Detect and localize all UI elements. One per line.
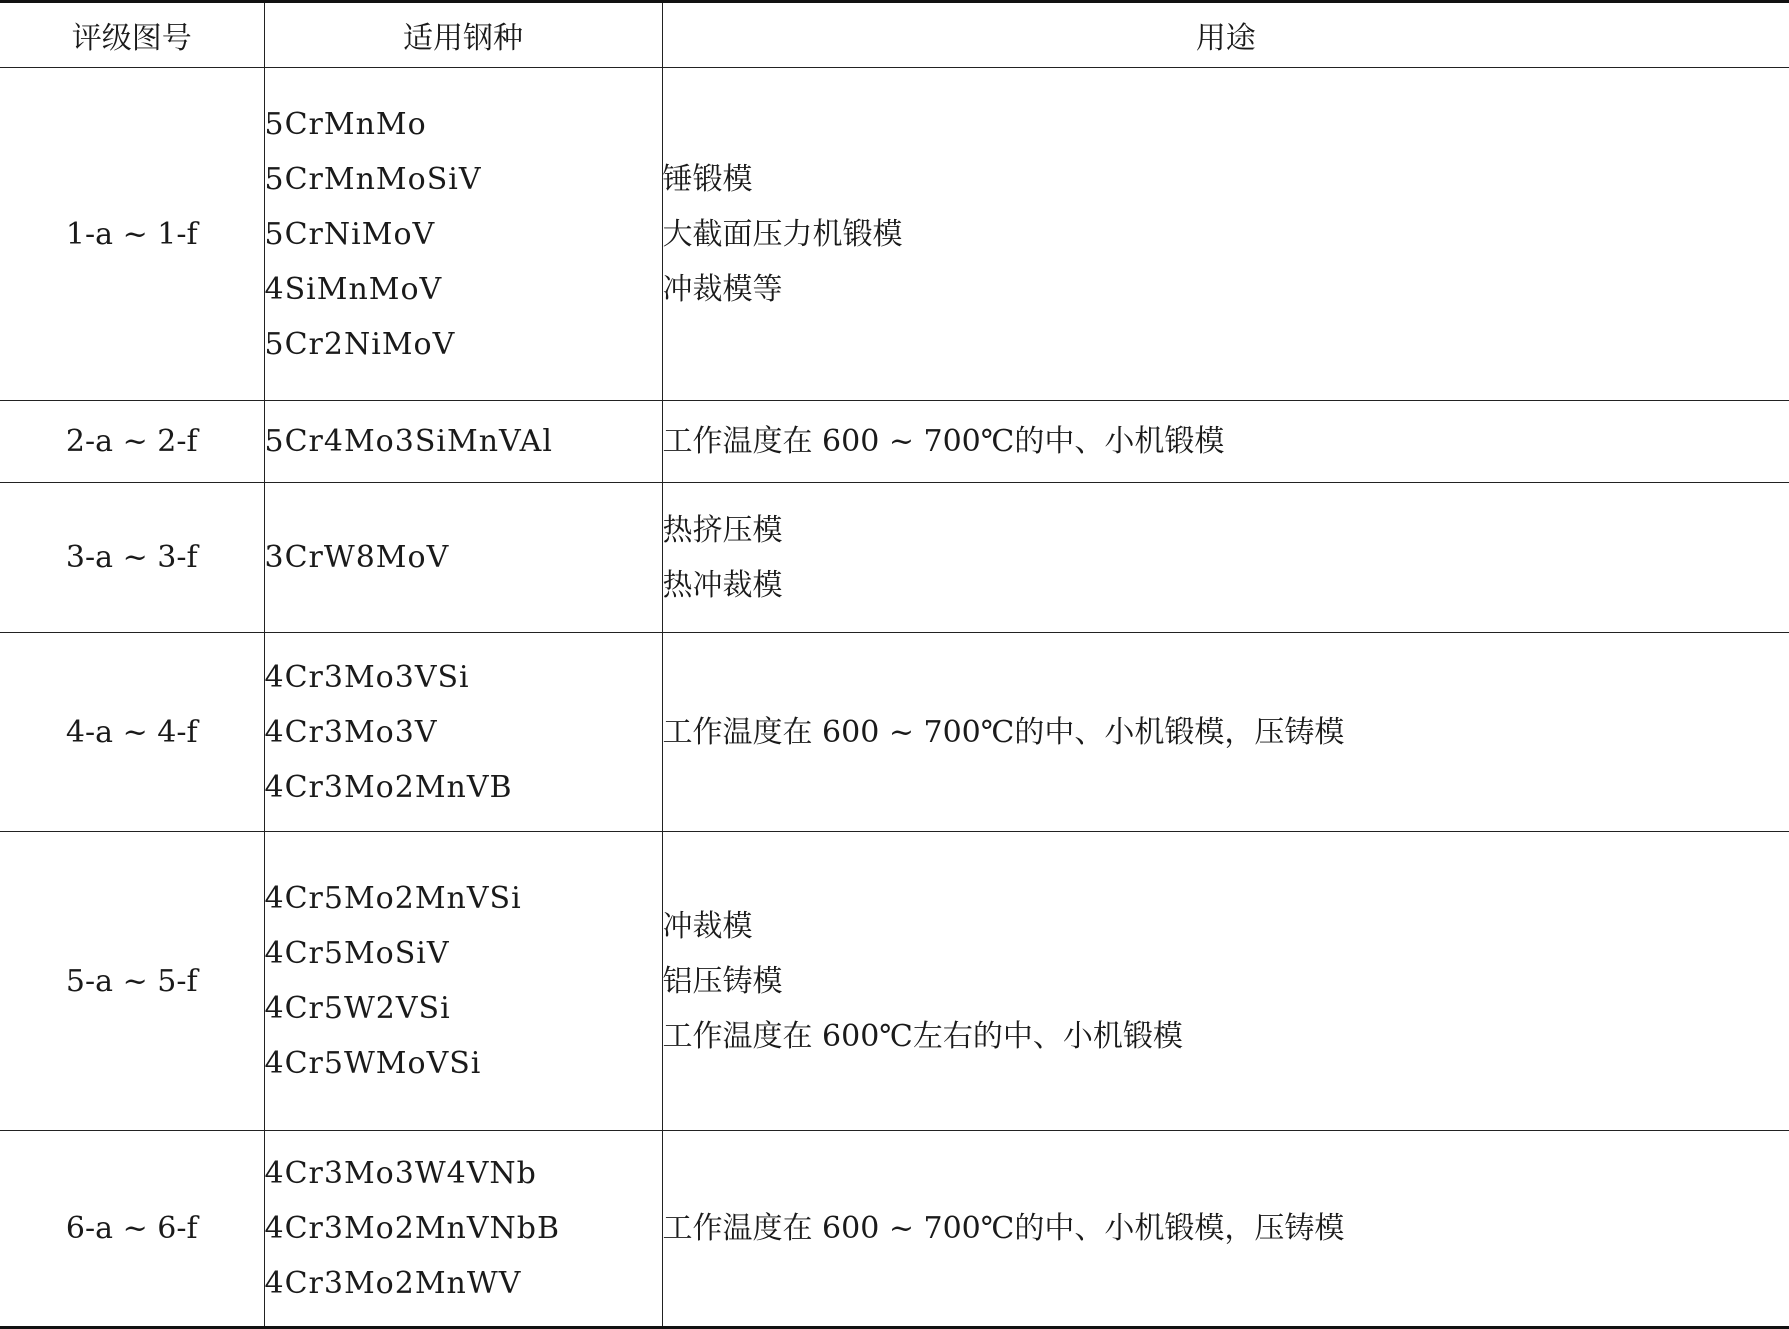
- table-row: [0, 483, 1789, 633]
- use-cell: [662, 832, 1789, 1131]
- table-header-row: [0, 2, 1789, 68]
- use-text: 工作温度在 600℃左右的中、小机锻模: [662, 1018, 1183, 1054]
- grade-cell: 1-a ~ 1-f: [0, 68, 264, 401]
- use-text: 冲裁模等: [662, 271, 783, 307]
- grade-cell: 2-a ~ 2-f: [0, 401, 264, 483]
- steel-name: 4Cr5W2VSi: [264, 991, 451, 1026]
- header-application: 用途: [662, 2, 1789, 68]
- use-text: 大截面压力机锻模: [662, 216, 903, 252]
- grade-cell: 3-a ~ 3-f: [0, 483, 264, 633]
- steel-name: 4Cr5WMoVSi: [264, 1046, 482, 1081]
- use-cell: [662, 1131, 1789, 1328]
- steel-cell: [264, 1131, 662, 1328]
- steel-name: 5Cr4Mo3SiMnVAl: [264, 424, 553, 459]
- header-grade-chart: 评级图号: [0, 2, 264, 68]
- use-cell: [662, 483, 1789, 633]
- steel-name: 5Cr2NiMoV: [264, 326, 456, 362]
- grade-cell: 6-a ~ 6-f: [0, 1131, 264, 1328]
- use-cell: [662, 633, 1789, 832]
- steel-name: 4Cr3Mo2MnVB: [264, 769, 513, 805]
- use-text: 热挤压模: [662, 512, 783, 548]
- use-text: 工作温度在 600 ~ 700℃的中、小机锻模: [662, 424, 1225, 459]
- steel-name: 4Cr3Mo3V: [264, 714, 438, 750]
- steel-name: 4Cr3Mo2MnWV: [264, 1266, 522, 1301]
- steel-name: 5CrNiMoV: [264, 216, 436, 252]
- use-text: 工作温度在 600 ~ 700℃的中、小机锻模，压铸模: [662, 1211, 1345, 1246]
- steel-name: 5CrMnMo: [264, 106, 427, 142]
- header-steel-grade: 适用钢种: [264, 2, 662, 68]
- steel-name: 4SiMnMoV: [264, 271, 443, 307]
- steel-name: 4Cr3Mo3VSi: [264, 659, 470, 695]
- table-row: [0, 68, 1789, 401]
- table-row: [0, 1131, 1789, 1328]
- steel-name: 4Cr3Mo2MnVNbB: [264, 1211, 561, 1246]
- steel-name: 4Cr5Mo2MnVSi: [264, 881, 522, 916]
- steel-cell: [264, 401, 662, 483]
- use-text: 锤锻模: [662, 161, 753, 197]
- use-cell: [662, 68, 1789, 401]
- steel-name: 3CrW8MoV: [264, 540, 450, 575]
- steel-cell: [264, 68, 662, 401]
- grade-cell: 4-a ~ 4-f: [0, 633, 264, 832]
- use-text: 铝压铸模: [662, 963, 783, 999]
- use-cell: [662, 401, 1789, 483]
- steel-name: 4Cr5MoSiV: [264, 936, 450, 971]
- use-text: 工作温度在 600 ~ 700℃的中、小机锻模，压铸模: [662, 714, 1345, 750]
- steel-cell: [264, 832, 662, 1131]
- use-text: 热冲裁模: [662, 567, 783, 603]
- steel-name: 5CrMnMoSiV: [264, 161, 482, 197]
- steel-name: 4Cr3Mo3W4VNb: [264, 1156, 537, 1191]
- steel-cell: [264, 483, 662, 633]
- use-text: 冲裁模: [662, 908, 753, 944]
- table-row: [0, 832, 1789, 1131]
- table-row: [0, 633, 1789, 832]
- steel-cell: [264, 633, 662, 832]
- grade-cell: 5-a ~ 5-f: [0, 832, 264, 1131]
- table-row: [0, 401, 1789, 483]
